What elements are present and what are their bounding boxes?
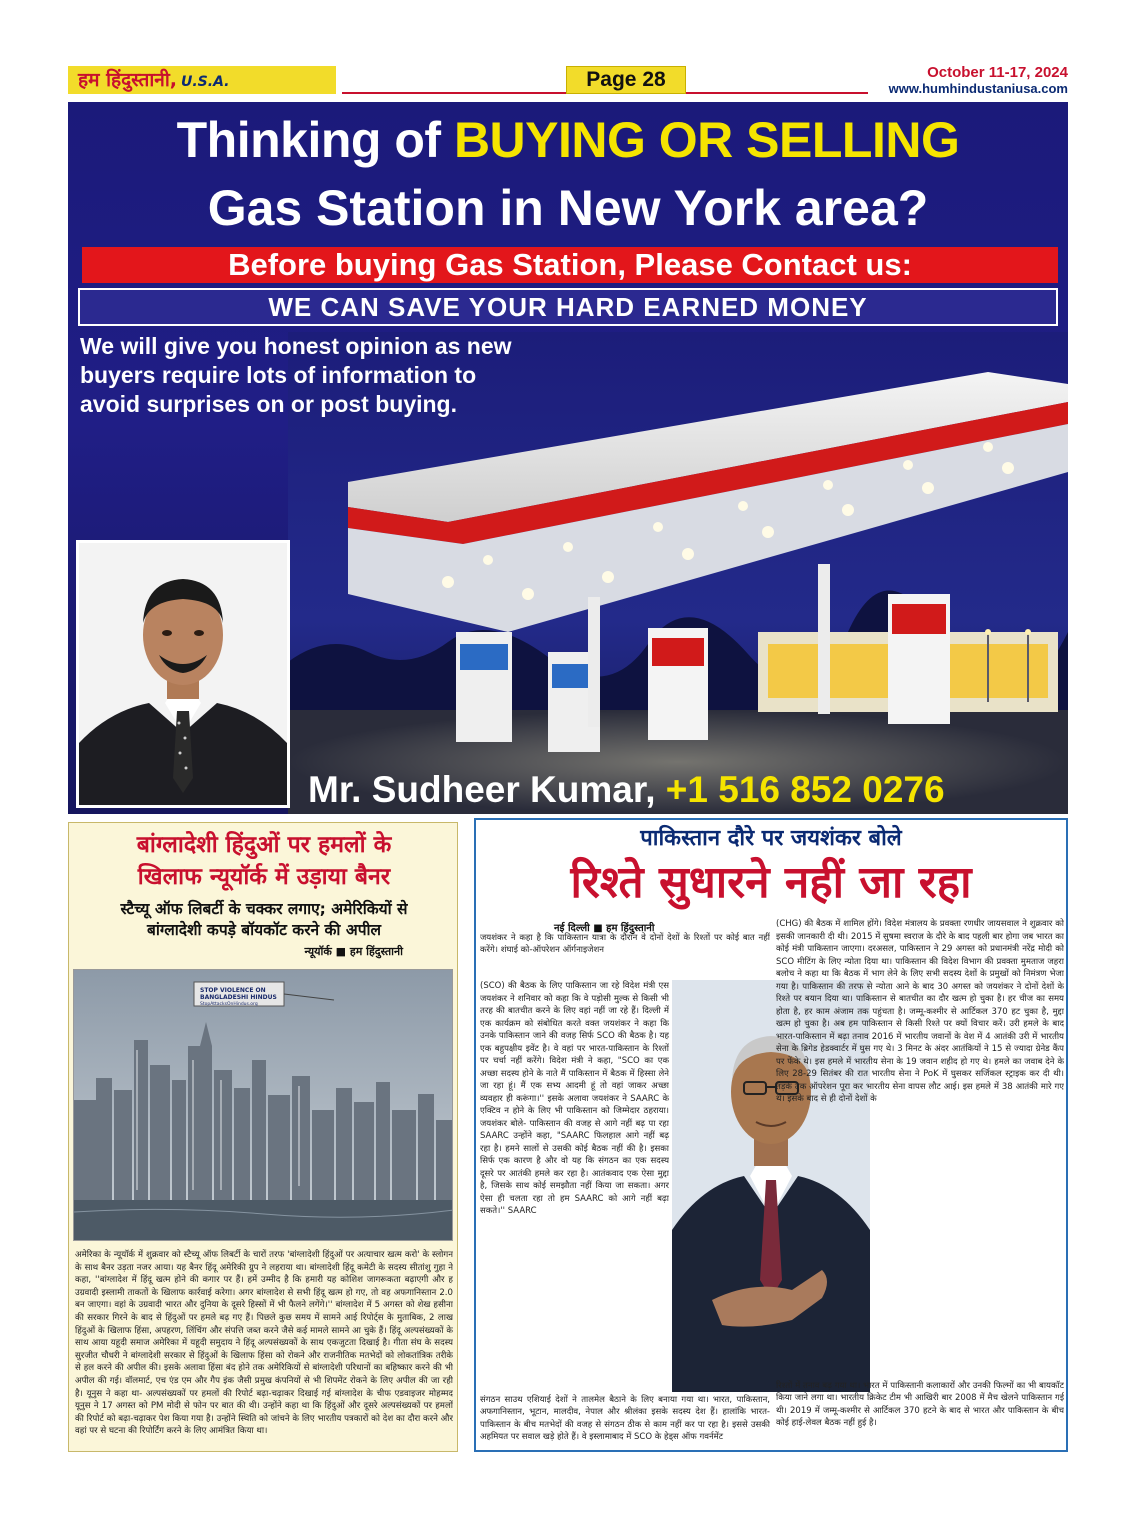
- headline-line: बांग्लादेशी हिंदुओं पर हमलों के: [136, 832, 392, 858]
- website-link[interactable]: www.humhindustaniusa.com: [888, 81, 1068, 96]
- contact-phone[interactable]: +1 516 852 0276: [665, 769, 945, 810]
- ad-contact-banner: Before buying Gas Station, Please Contact us:: [82, 247, 1058, 283]
- paper-name: [68, 66, 336, 94]
- ad-contact-line: [308, 768, 1058, 812]
- article-column-2-bottom: रिश्तों में तनाव बढ़ गया था। भारत में पाकिस्तानी कलाकारों और उनकी फिल्मों का भी बायकॉट किया जाने लगा था। भारतीय क्रिकेट टीम भी आखिरी बार 2008 में मैच खेलने पाकिस्तान गई थी। 2019 में जम्मू-कश्मीर से आर्टिकल 370 हटने के बाद से भारत और पाकिस्तान के बीच कोई हाई-लेवल बैठक नहीं हुई है।: [776, 1381, 1064, 1429]
- paper-suffix: U.S.A.: [181, 74, 230, 90]
- subheadline-line: स्टैच्यू ऑफ लिबर्टी के चक्कर लगाए; अमेरिकियों से: [120, 900, 408, 918]
- issue-date: October 11-17, 2024: [927, 64, 1068, 81]
- article-dateline: न्यूयॉर्क ■ हम हिंदुस्तानी: [304, 945, 403, 958]
- masthead: [68, 62, 1068, 100]
- ad-save-banner: WE CAN SAVE YOUR HARD EARNED MONEY: [78, 288, 1058, 326]
- ad-body-text: [80, 332, 600, 419]
- contact-portrait: [76, 540, 290, 808]
- article-headline: [75, 829, 453, 893]
- article-headline: रिश्ते सुधारने नहीं जा रहा: [570, 857, 972, 908]
- ad-headline-line2: Gas Station in New York area?: [207, 180, 929, 236]
- article-body: अमेरिका के न्यूयॉर्क में शुक्रवार को स्टैच्यू ऑफ लिबर्टी के चारों तरफ 'बांग्लादेशी हिंदुओं पर अत्याचार खत्म करो' के स्लोगन के साथ बैनर उड़ता नजर आया। यह बैनर हिंदू अमेरिकी ग्रुप ने लहराया था। बांग्लादेशी हिंदू कमेटी के सदस्य सीतांशु गुहा ने कहा, ''बांग्लादेश में हिंदू खत्म होने की कगार पर हैं। हमें उम्मीद है कि हमारी यह कोशिश जागरूकता बढ़ाएगी और ह उग्रवादी इस्लामी ताकतों के खिलाफ कार्रवाई करेगा। अगर बांग्लादेश से सभी हिंदू खत्म हो गए, तो वह अफगानिस्तान 2.0 बन जाएगा। वहां के उग्रवादी भारत और दुनिया के दूसरे हिस्सों में भी फैलने लगेंगे।'' बांग्लादेश में 5 अगस्त को शेख हसीना की सरकार गिरने के बाद से हिंदुओं पर हमले बढ़ गए हैं। पिछले कुछ समय में सामने आई रिपोर्ट्स के मुताबिक, 2 लाख हिंदुओं के खिलाफ हिंसा, अपहरण, लिंचिंग और संपत्ति जब्त करने जैसे कई मामले सामने आ चुके हैं। हिंदू अल्पसंख्यकों के साथ आया यहूदी समाज अमेरिका में यहूदी समुदाय ने हिंदू अल्पसंख्यकों के साथ एकजुटता दिखाई है। गीता संघ के सदस्य सुरजीत चौधरी ने बांग्लादेशी सरकार से हिंदुओं के खिलाफ हिंसा को रोकने और राजनीतिक मतभेदों को लोकतांत्रिक तरीके से हल करने की अपील की। इसके अलावा हिंसा बंद होने तक अमेरिकियों से बांग्लादेशी परिधानों का बहिष्कार करने की भी अपील की गई। वॉलमार्ट, एच एंड एम और गैप इंक जैसी प्रमुख कंपनियों से भी शिपमेंट रोकने के लिए अपील की जा रही है। यूनुस ने कहा था- अल्पसंख्यकों पर हमलों की रिपोर्ट बढ़ा-चढ़ाकर दिखाई गई बांग्लादेश के चीफ एडवाइजर मोहम्मद यूनुस ने 17 अगस्त को PM मोदी से फोन पर बात की थी। उन्होंने कहा था कि हिंदुओं और दूसरे अल्पसंख्यकों पर हमलों की रिपोर्ट को बढ़ा-चढ़ाकर पेश किया गया है। उन्होंने स्थिति को जांचने के लिए भारतीय पत्रकारों को देश का दौरा करने और वहां पर से घटना की रिपोर्टिंग करने के लिए आमंत्रित किया था।: [75, 1250, 453, 1437]
- article-column-1-top: जयशंकर ने कहा है कि पाकिस्तान यात्रा के दौरान वे दोनों देशों के रिश्तों पर कोई बात नहीं करेंगे। शंघाई को-ऑपरेशन ऑर्गनाइजेशन: [480, 933, 770, 956]
- new-york-skyline-photo: [73, 969, 453, 1241]
- article-column-1-bottom: संगठन साउथ एशियाई देशों ने तालमेल बैठाने के लिए बनाया गया था। भारत, पाकिस्तान, अफगानिस्तान, भूटान, मालदीव, नेपाल और श्रीलंका इसके सदस्य देश हैं। हालांकि भारत-पाकिस्तान के बीच मतभेदों की वजह से संगठन ठीक से काम नहीं कर पा रहा है। इससे उसकी अहमियत पर सवाल खड़े होते हैं। वे इस्लामाबाद में SCO के हेड्स ऑफ गवर्नमेंट: [480, 1395, 770, 1443]
- headline-line: खिलाफ न्यूयॉर्क में उड़ाया बैनर: [137, 864, 391, 890]
- ad-headline-highlight: BUYING OR SELLING: [453, 112, 960, 168]
- banner-line: STOP VIOLENCE ON: [200, 987, 266, 994]
- banner-line: BANGLADESHI HINDUS: [200, 994, 277, 1001]
- gas-station-advertisement: [68, 102, 1068, 814]
- article-bangladesh-banner: [68, 822, 458, 1452]
- page-number: Page 28: [566, 66, 686, 94]
- contact-name: Mr. Sudheer Kumar,: [308, 769, 656, 810]
- paper-name-text: हम हिंदुस्तानी,: [78, 69, 177, 91]
- banner-line: StopAttacksOnHindus.org: [200, 1002, 258, 1007]
- article-subheadline: [75, 899, 453, 941]
- article-jaishankar-pakistan: [474, 818, 1068, 1452]
- ad-headline: [68, 110, 1068, 170]
- article-column-2: (CHG) की बैठक में शामिल होंगे। विदेश मंत्रालय के प्रवक्ता रणधीर जायसवाल ने शुक्रवार को इसकी जानकारी दी थी। 2015 में सुषमा स्वराज के दौरे के बाद पहली बार होगा जब भारत का कोई मंत्री पाकिस्तान जाएगा। दरअसल, पाकिस्तान ने 29 अगस्त को प्रधानमंत्री नरेंद्र मोदी को SCO मीटिंग के लिए न्योता दिया था। पाकिस्तान की विदेश विभाग की प्रवक्ता मुमताज जहरा बलोच ने कहा था कि बैठक में भाग लेने के लिए सभी सदस्य देशों के प्रमुखों को निमंत्रण भेजा गया है। पाकिस्तान की तरफ से न्योता आने के बाद 30 अगस्त को जयशंकर ने दोनों देशों के रिश्ते पर बयान दिया था। पाकिस्तान से बातचीत का दौर खत्म हो चुका है। हर चीज का समय होता है, हर काम अंजाम तक पहुंचता है। जम्मू-कश्मीर से आर्टिकल 370 हट चुका है, मुद्दा खत्म हो चुका है। अब हम पाकिस्तान से किसी रिश्ते पर क्यों विचार करें। उरी हमले के बाद भारत-पाकिस्तान में बढ़ा तनाव 2016 में भारतीय जवानों के वेश में 4 आतंकी उरी में भारतीय सेना के ब्रिगेड हेडक्वार्टर में घुस गए थे। 3 मिनट के अंदर आतंकियों ने 15 से ज्यादा ग्रेनेड कैंप पर फेंके थे। इस हमले में भारतीय सेना के 19 जवान शहीद हो गए थे। हमले का जवाब देने के लिए 28-29 सितंबर की रात भारतीय सेना ने PoK में घुसकर सर्जिकल स्ट्राइक कर दी थी। तड़के तक ऑपरेशन पूरा कर भारतीय सेना वापस लौट आई। इस हमले में 38 आतंकी मारे गए थे। इसके बाद से ही दोनों देशों के: [776, 919, 1064, 1104]
- ad-body-line: avoid surprises on or post buying.: [80, 391, 457, 417]
- article-column-1-mid: (SCO) की बैठक के लिए पाकिस्तान जा रहे विदेश मंत्री एस जयशंकर ने शनिवार को कहा कि वे पड़ोसी मुल्क से किसी भी तरह की बातचीत करने के लिए वहां नहीं जा रहे हैं। दिल्ली में एक कार्यक्रम को संबोधित करते वक्त जयशंकर ने कहा कि उनके पाकिस्तान जाने की वजह सिर्फ SCO की बैठक है। यह एक बहुपक्षीय इवेंट है। वे वहां पर भारत-पाकिस्तान के रिश्तों पर चर्चा नहीं करेंगे। विदेश मंत्री ने कहा, "SCO का एक अच्छा सदस्य होने के नाते मैं पाकिस्तान में बैठक में हिस्सा लेने जा रहा हूं। मैं एक सभ्य आदमी हूं तो वहां जाकर अच्छा व्यवहार ही करूंगा।'' इसके अलावा जयशंकर ने SAARC के एक्टिव न होने के लिए भी पाकिस्तान को जिम्मेदार ठहराया। जयशंकर बोले- पाकिस्तान की वजह से आगे नहीं बढ़ पा रहा SAARC उन्होंने कहा, "SAARC फिलहाल आगे नहीं बढ़ रहा है। हमने सालों से उसकी कोई बैठक नहीं की है। इसका सिर्फ एक कारण है और वो यह कि संगठन का एक सदस्य दूसरे पर आतंकी हमले कर रहा है। आतंकवाद एक ऐसा मुद्दा है, जिसके साथ कोई समझौता नहीं किया जा सकता। अगर ऐसा ही चलता रहा तो हम SAARC को आगे नहीं बढ़ा सकते।'' SAARC: [480, 981, 669, 1216]
- ad-headline-prefix: Thinking of: [176, 112, 441, 168]
- ad-body-line: We will give you honest opinion as new: [80, 333, 512, 359]
- man-portrait-icon: [79, 543, 287, 805]
- ad-body-line: buyers require lots of information to: [80, 362, 477, 388]
- article-dateline: नई दिल्ली ■ हम हिंदुस्तानी: [554, 923, 655, 934]
- subheadline-line: बांग्लादेशी कपड़े बॉयकॉट करने की अपील: [146, 921, 382, 939]
- skyline-illustration: [74, 970, 453, 1241]
- article-kicker: पाकिस्तान दौरे पर जयशंकर बोले: [640, 826, 902, 851]
